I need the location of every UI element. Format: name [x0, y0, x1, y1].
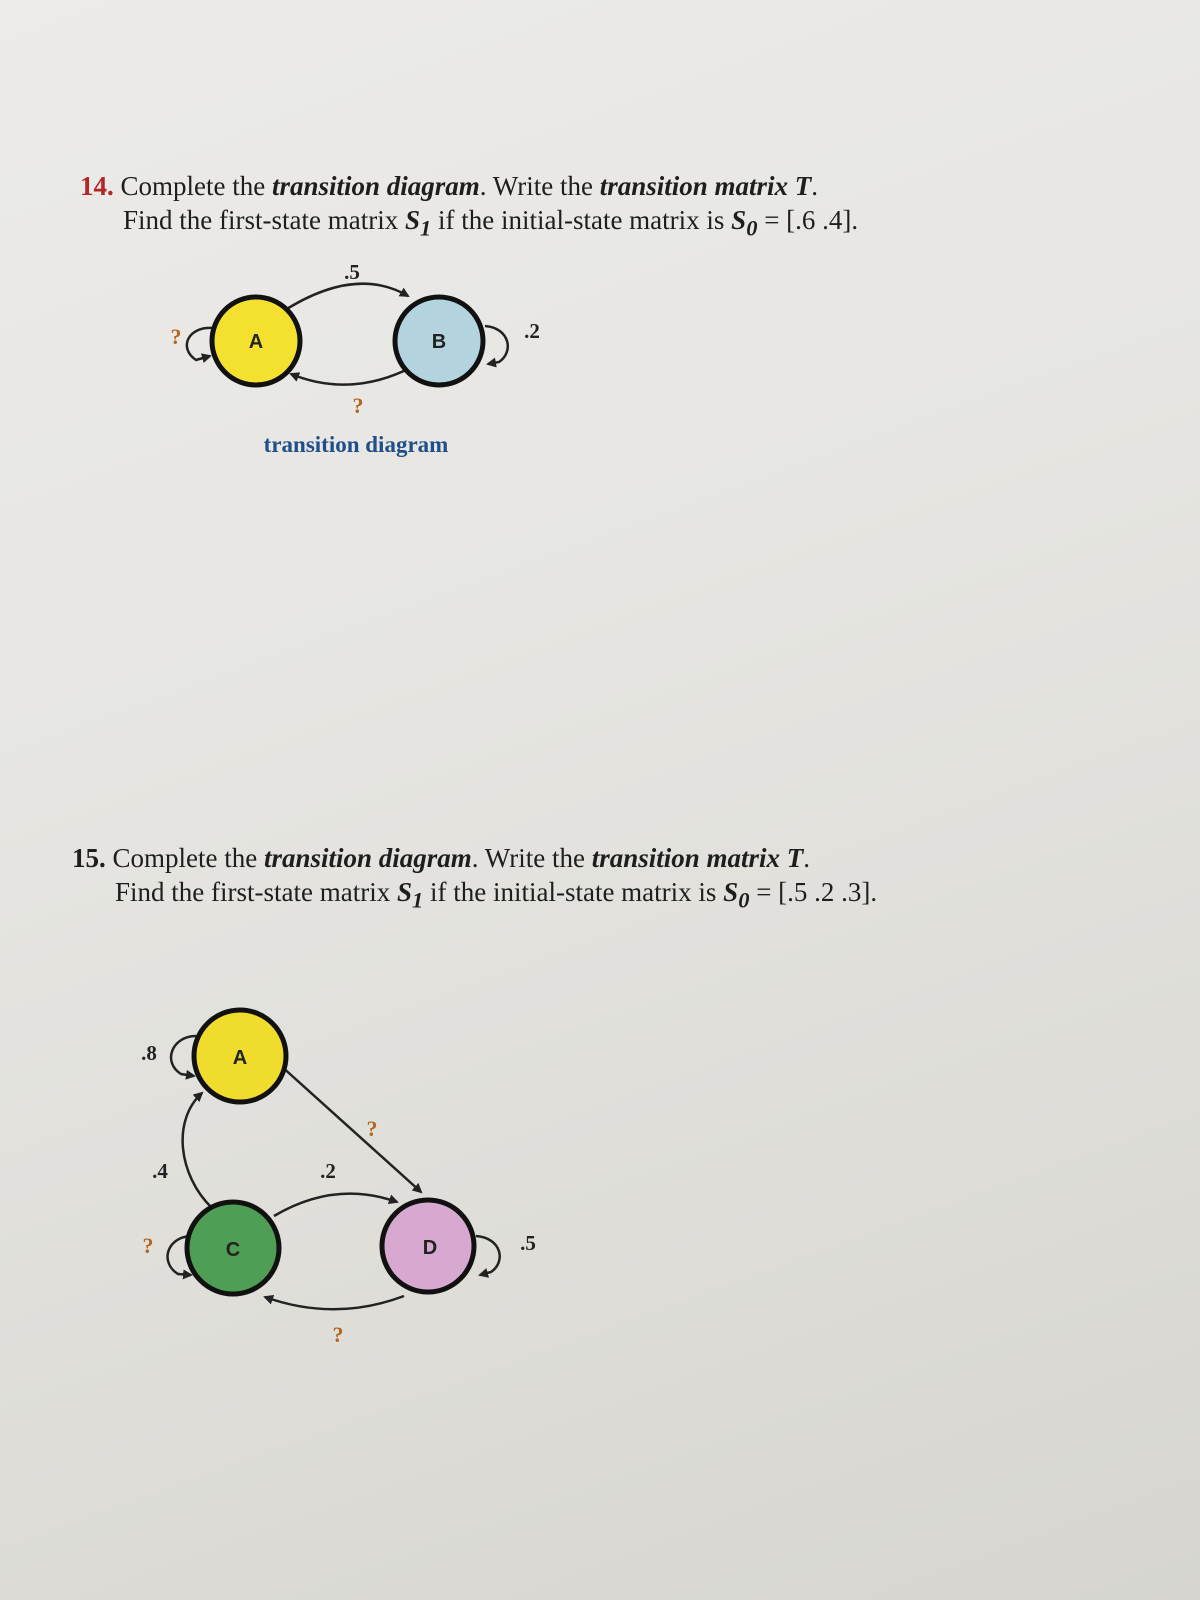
edge-b-to-a: [291, 368, 410, 385]
edge-b-self: [485, 326, 508, 364]
prob-d-self: .5: [520, 1231, 536, 1255]
prob-c-to-a: .4: [152, 1159, 168, 1183]
prob-a-to-d: ?: [366, 1116, 378, 1141]
term-transition-matrix: transition matrix T: [599, 171, 812, 201]
text: if the initial-state matrix is: [423, 877, 724, 907]
node-d-label: D: [422, 1237, 438, 1259]
prob-a-self: .8: [141, 1041, 157, 1065]
diagram-14: [171, 260, 540, 457]
edge-d-self: [476, 1236, 500, 1275]
text: Complete the: [120, 171, 272, 201]
text: .: [811, 171, 818, 201]
prob-a-self: ?: [170, 324, 182, 349]
prob-b-to-a: ?: [352, 393, 364, 418]
text: . Write the: [471, 843, 592, 873]
edge-c-to-d: [274, 1194, 397, 1216]
initial-state-matrix: = [.6 .4].: [757, 205, 859, 235]
problem-number: 14.: [80, 171, 114, 201]
prob-c-self: ?: [142, 1233, 154, 1258]
term-transition-diagram: transition diagram: [271, 171, 480, 201]
prob-a-to-b: .5: [344, 260, 360, 284]
symbol-s1: $S_1$: [396, 877, 424, 913]
symbol-s0: $S_0$: [723, 877, 750, 913]
diagram-15: [141, 1010, 536, 1347]
symbol-s1: $S_1$: [404, 205, 432, 241]
diagram-caption: transition diagram: [263, 432, 449, 457]
node-a-label: A: [232, 1047, 248, 1069]
prob-b-self: .2: [524, 319, 540, 343]
edge-a-self: [187, 328, 213, 360]
edge-a-to-d: [280, 1065, 421, 1192]
symbol-s0: $S_0$: [731, 205, 758, 241]
initial-state-matrix: = [.5 .2 .3].: [749, 877, 878, 907]
text: Find the first-state matrix: [115, 877, 397, 907]
edge-c-to-a: [183, 1093, 212, 1208]
node-c-label: C: [225, 1239, 241, 1261]
prob-c-to-d: .2: [320, 1159, 336, 1183]
term-transition-matrix: transition matrix T: [591, 843, 804, 873]
text: .: [803, 843, 810, 873]
prob-d-to-c: ?: [332, 1322, 344, 1347]
text: Complete the: [112, 843, 264, 873]
node-b-label: B: [431, 331, 447, 353]
edge-d-to-c: [265, 1296, 404, 1309]
term-transition-diagram: transition diagram: [263, 843, 472, 873]
problem-number: 15.: [72, 843, 106, 873]
text: Find the first-state matrix: [123, 205, 405, 235]
text: . Write the: [479, 171, 600, 201]
edge-a-to-b: [282, 284, 408, 312]
text: if the initial-state matrix is: [431, 205, 732, 235]
node-a-label: A: [248, 331, 264, 353]
